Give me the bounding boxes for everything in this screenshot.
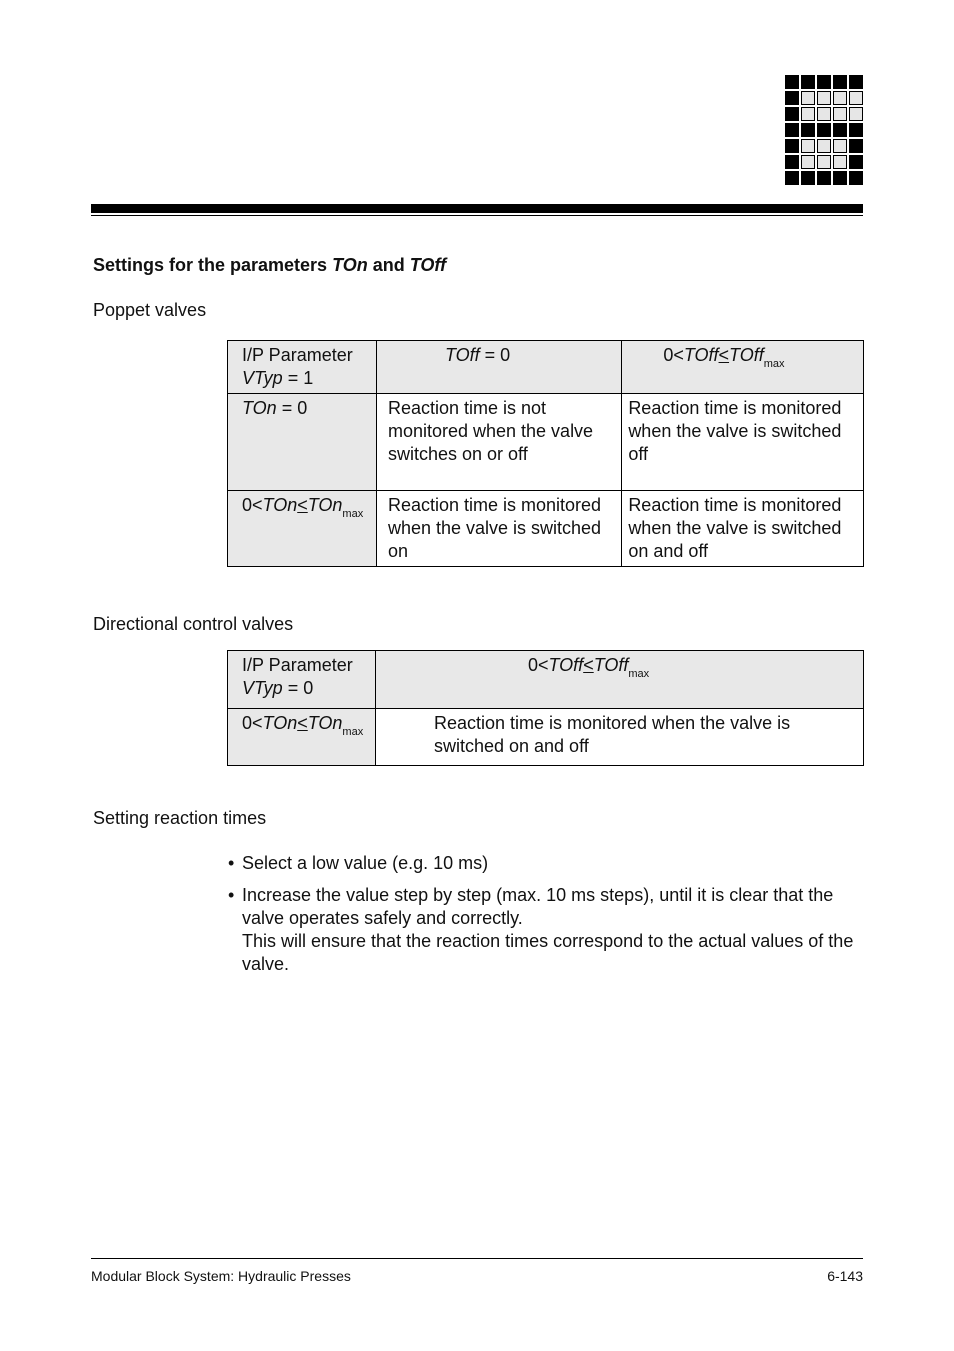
col2-prefix: 0< (663, 345, 684, 365)
bullet-icon: • (228, 853, 235, 873)
col1-val: = 0 (479, 345, 511, 365)
logo-grid (785, 75, 863, 185)
poppet-valves-table (227, 340, 864, 567)
poppet-valves-title: Poppet valves (93, 300, 207, 320)
directional-valves-table (227, 650, 864, 766)
col-header-toff-zero (376, 341, 621, 394)
heading-param-toff: TOff (409, 255, 447, 275)
logo-square (785, 91, 799, 105)
corner-val: = 1 (282, 368, 314, 388)
list-item (228, 852, 868, 875)
reaction-times-title: Setting reaction times (93, 808, 267, 828)
logo-square (849, 139, 863, 153)
col2-var2: TOff (729, 345, 764, 365)
row-header-ton-range (228, 709, 376, 766)
logo-square (849, 75, 863, 89)
row2-le: < (297, 495, 308, 515)
section-heading (93, 255, 446, 276)
logo-square (817, 75, 831, 89)
table-row (228, 491, 864, 567)
logo-square (801, 155, 815, 169)
logo-square (801, 123, 815, 137)
logo-square (817, 139, 831, 153)
logo-square (785, 107, 799, 121)
col2-var: TOff (683, 345, 719, 365)
logo-square (801, 139, 815, 153)
logo-square (785, 139, 799, 153)
table-corner-cell (228, 651, 376, 709)
heading-prefix: Settings for the parameters (93, 255, 333, 275)
col-var2: TOff (593, 655, 629, 675)
logo-square (785, 75, 799, 89)
list-item (228, 884, 868, 976)
directional-valves-title: Directional control valves (93, 614, 294, 634)
row2-var: TOn (262, 495, 298, 515)
logo-square (833, 107, 847, 121)
col2-le: < (718, 345, 730, 365)
page-number: 6-143 (827, 1268, 863, 1284)
bullet-text: This will ensure that the reaction times correspond to the actual values of the valve. (242, 931, 854, 974)
row1-val: = 0 (276, 398, 308, 418)
logo-square (801, 107, 815, 121)
header-rule-thin (91, 215, 863, 216)
col-header-toff-range (375, 651, 863, 709)
row2-prefix: 0< (242, 495, 263, 515)
logo-square (817, 123, 831, 137)
row-le: < (297, 713, 308, 733)
header-rule-thick (91, 204, 863, 213)
logo-square (833, 123, 847, 137)
table-cell: Reaction time is monitored when the valve is switched on and off (375, 709, 863, 766)
col1-var: TOff (444, 345, 480, 365)
bullet-text: Select a low value (e.g. 10 ms) (242, 853, 489, 873)
bullet-text: Increase the value step by step (max. 10 ms steps), until it is clear that the valve operates safely and correctly. (242, 885, 834, 928)
row-sub: max (342, 726, 364, 738)
corner-var: VTyp (242, 678, 283, 698)
logo-square (849, 155, 863, 169)
table-header-row (228, 651, 864, 709)
footer-title: Modular Block System: Hydraulic Presses (91, 1268, 351, 1284)
col-header-toff-range (622, 341, 864, 394)
corner-label: I/P Parameter (242, 655, 353, 675)
row-var2: TOn (307, 713, 343, 733)
logo-square (785, 155, 799, 169)
footer-rule (91, 1258, 863, 1259)
row2-var2: TOn (307, 495, 343, 515)
heading-param-ton: TOn (332, 255, 368, 275)
row-var: TOn (262, 713, 298, 733)
bullet-icon: • (228, 885, 235, 905)
logo-square (849, 123, 863, 137)
col-le: < (583, 655, 594, 675)
logo-square (833, 75, 847, 89)
heading-mid: and (367, 255, 410, 275)
bullet-list (228, 852, 868, 985)
table-header-row (228, 341, 864, 394)
row1-var: TOn (242, 398, 277, 418)
corner-label: I/P Parameter (242, 345, 353, 365)
bullet-text-block (242, 884, 868, 976)
table-cell: Reaction time is not monitored when the valve switches on or off (376, 394, 621, 491)
logo-square (849, 91, 863, 105)
logo-square (849, 171, 863, 185)
logo-square (785, 171, 799, 185)
logo-square (817, 155, 831, 169)
table-row (228, 709, 864, 766)
logo-square (801, 91, 815, 105)
col-prefix: 0< (527, 655, 549, 675)
logo-square (817, 107, 831, 121)
col-sub: max (628, 668, 650, 680)
logo-square (801, 75, 815, 89)
row-header-ton-range (228, 491, 377, 567)
table-cell: Reaction time is monitored when the valve is switched on (376, 491, 621, 567)
logo-square (785, 123, 799, 137)
corner-var: VTyp (242, 368, 283, 388)
logo-square (833, 155, 847, 169)
row-header-ton-zero (228, 394, 377, 491)
logo-square (833, 91, 847, 105)
row-prefix: 0< (242, 713, 263, 733)
col2-sub: max (763, 358, 785, 370)
corner-val: = 0 (282, 678, 314, 698)
logo-square (833, 139, 847, 153)
logo-square (817, 91, 831, 105)
table-cell: Reaction time is monitored when the valve is switched off (622, 394, 864, 491)
table-cell: Reaction time is monitored when the valve is switched on and off (622, 491, 864, 567)
table-corner-cell (228, 341, 377, 394)
table-row (228, 394, 864, 491)
logo-square (817, 171, 831, 185)
row2-sub: max (342, 508, 364, 520)
logo-square (801, 171, 815, 185)
logo-square (849, 107, 863, 121)
logo-square (833, 171, 847, 185)
col-var: TOff (548, 655, 584, 675)
